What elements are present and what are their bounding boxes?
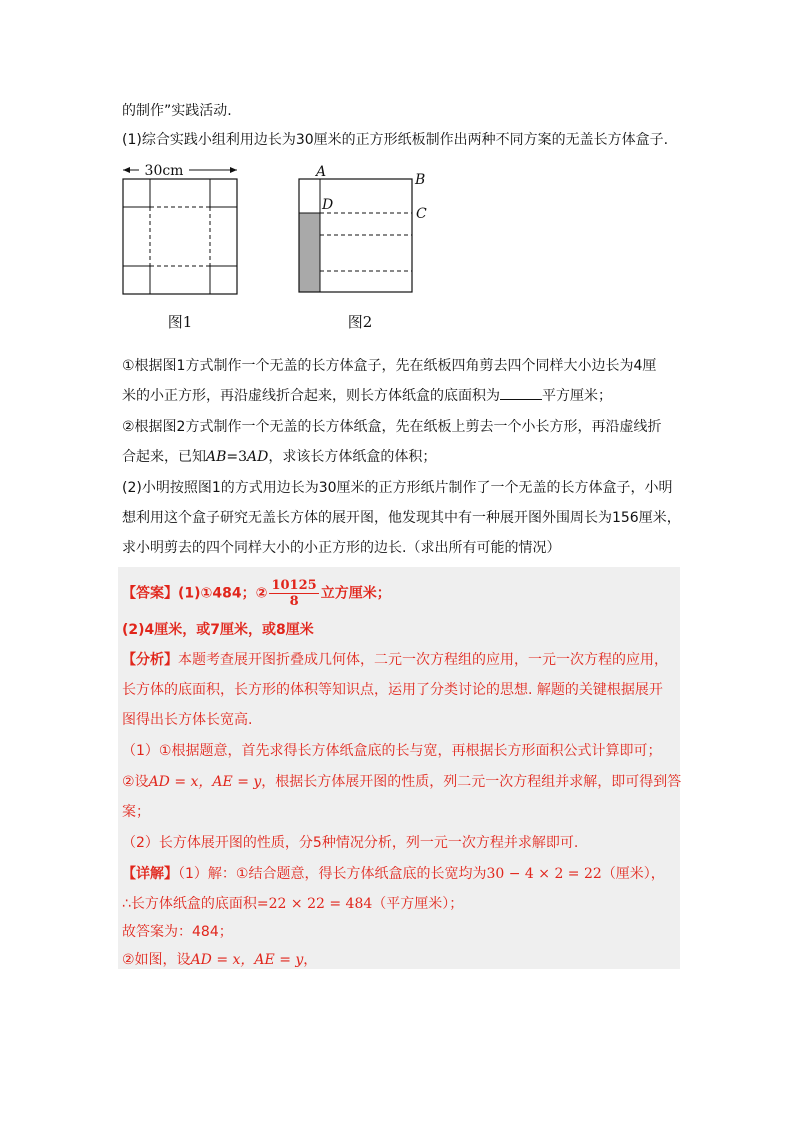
q2-line3: 求小明剪去的四个同样大小的小正方形的边长.（求出所有可能的情况）	[122, 540, 561, 556]
detail-line1-a: （1）解：①结合题意，得长方体纸盒底的长宽均为	[178, 866, 487, 882]
q2-line2: 想利用这个盒子研究无盖长方体的展开图，他发现其中有一种展开图外围周长为156厘米，	[122, 510, 681, 526]
detail-tag: 【详解】	[122, 866, 178, 882]
answer-line1	[122, 578, 391, 609]
detail-line1-expr: 30 − 4 × 2 = 22	[486, 866, 602, 882]
answer-tag: 【答案】	[122, 585, 178, 602]
answer-line2: (2)4厘米，或7厘米，或8厘米	[122, 622, 314, 638]
answer-fraction	[269, 578, 318, 609]
detail-line4	[122, 950, 317, 970]
analysis-line1	[122, 650, 668, 670]
analysis-step3: （2）长方体展开图的性质，分5种情况分析，列一元一次方程并求解即可.	[122, 835, 579, 851]
analysis-line3: 图得出长方体长宽高.	[122, 712, 253, 728]
analysis-step2-cont: 案；	[122, 804, 150, 820]
q1-part2-line1: ②根据图2方式制作一个无盖的长方体纸盒，先在纸板上剪去一个小长方形，再沿虚线折	[122, 419, 662, 435]
answer-unit: 立方厘米；	[320, 585, 391, 602]
fig2-label-c: C	[416, 206, 427, 222]
detail-line2	[122, 894, 463, 914]
detail-line3: 故答案为：484；	[122, 924, 233, 940]
question-1-text: (1)综合实践小组利用边长为30厘米的正方形纸板制作出两种不同方案的无盖长方体盒子.	[122, 132, 669, 148]
detail-line4-a: ②如图，设	[122, 952, 191, 968]
math-ab: AB	[206, 449, 227, 465]
analysis-text1: 本题考查展开图折叠成几何体，二元一次方程组的应用，一元一次方程的应用，	[178, 652, 668, 668]
figure-2	[290, 160, 440, 336]
detail-line4-b: ，	[303, 952, 318, 968]
fraction-denominator: 8	[289, 594, 299, 609]
answer-part1: (1)①484；②	[178, 585, 268, 602]
analysis-step2-a: ②设	[122, 774, 149, 790]
detail-line2-expr: 22 × 22 = 484	[268, 896, 373, 912]
math-eq3: =3	[226, 449, 248, 465]
fig1-dimension-label: 30cm	[144, 163, 184, 179]
analysis-step1: （1）①根据题意，首先求得长方体纸盒底的长与宽，再根据长方形面积公式计算即可；	[122, 743, 662, 759]
figure-1	[115, 156, 245, 336]
analysis-step2-b: ，根据长方体展开图的性质，列二元一次方程组并求解，即可得到答	[261, 774, 682, 790]
intro-tail: 的制作”实践活动.	[122, 103, 232, 119]
analysis-tag: 【分析】	[122, 652, 178, 668]
detail-line1	[122, 864, 665, 884]
analysis-step2	[122, 772, 681, 792]
fraction-numerator: 10125	[271, 578, 317, 593]
fig2-label-b: B	[415, 172, 426, 188]
q1-part2-line2	[122, 447, 436, 467]
math-ad: AD	[247, 449, 269, 465]
q1-part2-text: 合起来，已知	[122, 449, 206, 465]
fig2-caption: 图2	[347, 313, 373, 331]
analysis-line2: 长方体的底面积，长方形的体积等知识点，运用了分类讨论的思想. 解题的关键根据展开	[122, 682, 663, 698]
answer-blank	[500, 385, 542, 400]
q1-part2-end: ，求该长方体纸盒的体积；	[268, 449, 437, 465]
fig2-label-a: A	[316, 164, 327, 180]
q2-line1: (2)小明按照图1的方式用边长为30厘米的正方形纸片制作了一个无盖的长方体盒子，小明	[122, 480, 673, 496]
q1-part1-unit: 平方厘米；	[542, 388, 612, 404]
detail-line1-b: （厘米），	[601, 866, 665, 882]
detail-line2-a: ∴长方体纸盒的底面积=	[122, 896, 269, 912]
analysis-step2-expr: AD = x，AE = y	[148, 774, 262, 790]
detail-line2-b: （平方厘米）；	[372, 896, 464, 912]
q1-part1-text: 米的小正方形，再沿虚线折合起来，则长方体纸盒的底面积为	[122, 388, 500, 404]
q1-part1-line1: ①根据图1方式制作一个无盖的长方体盒子，先在纸板四角剪去四个同样大小边长为4厘	[122, 358, 657, 374]
fig1-caption: 图1	[167, 313, 193, 331]
fig2-label-d: D	[322, 197, 334, 213]
detail-line4-expr: AD = x，AE = y	[190, 952, 304, 968]
q1-part1-line2	[122, 385, 612, 406]
